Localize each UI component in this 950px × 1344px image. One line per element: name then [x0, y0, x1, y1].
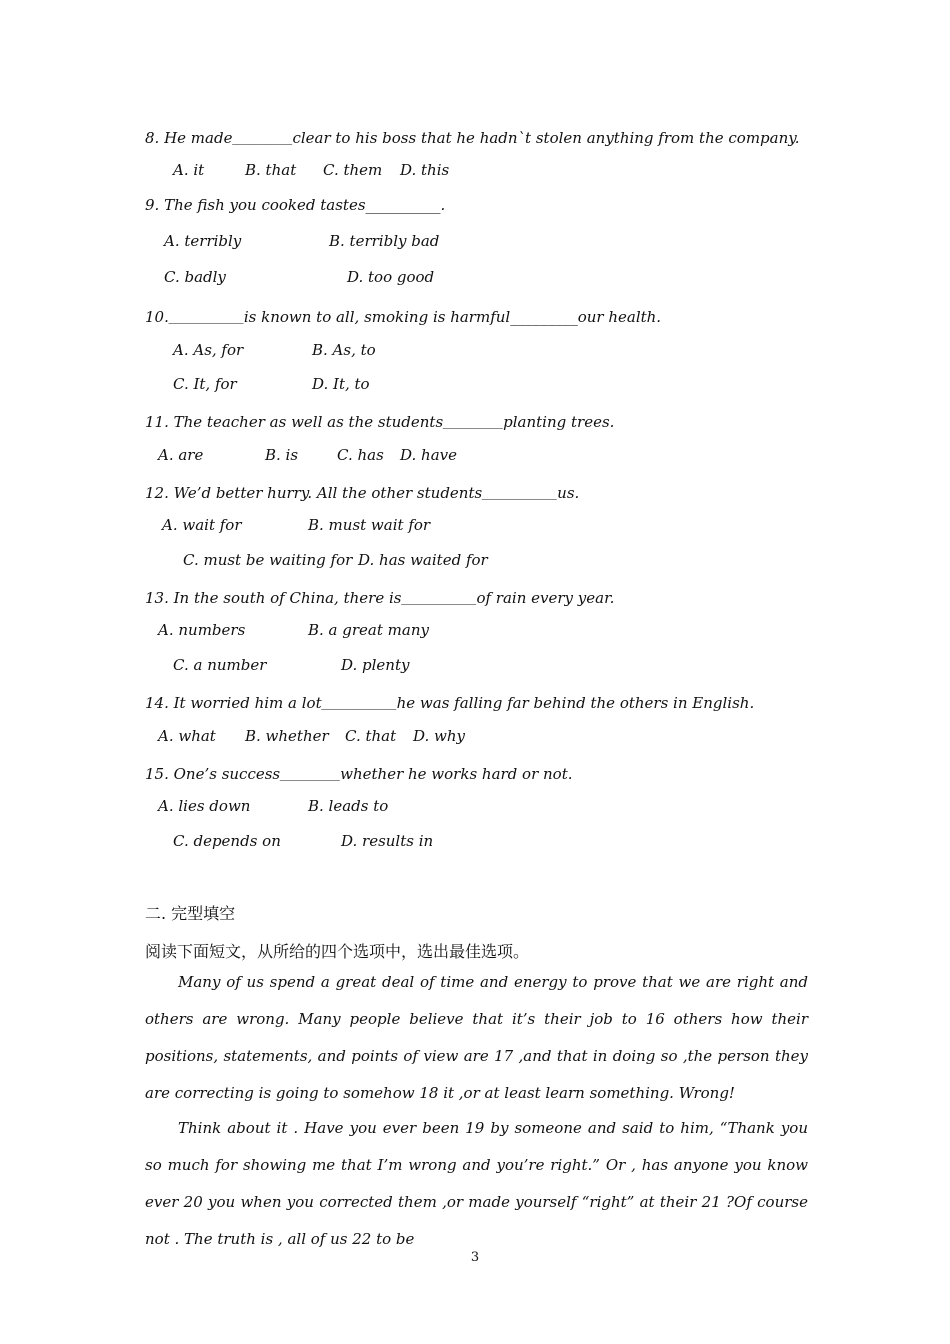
page-number: 3 — [470, 1250, 480, 1265]
question-13-option-a: A. numbers — [158, 621, 246, 639]
question-9-option-b: B. terribly bad — [329, 232, 440, 250]
question-13-option-c: C. a number — [173, 656, 267, 674]
passage-paragraph-2: Think about it . Have you ever been 19 by someone and said to him, “Thank you so much for showing me that I’m wrong and you’re right.” Or , has anyone you know ever 20 you when you corrected them ,or made yourself “right” at their 21 ?Of course not . The truth is , all of us 22 to be — [145, 1119, 808, 1248]
question-10-option-d: D. It, to — [312, 375, 370, 393]
question-14-option-b: B. whether — [245, 727, 329, 745]
question-12-option-d: D. has waited for — [358, 551, 488, 569]
question-12-option-a: A. wait for — [162, 516, 242, 534]
passage-paragraph-1: Many of us spend a great deal of time and energy to prove that we are right and others are wrong. Many people believe that it’s their job to 16 others how their positions, statements, and points of view are 17 ,and that in doing so ,the person they are correcting is going to somehow 18 it ,or at least learn something. Wrong! — [145, 973, 808, 1102]
question-13-stem: 13. In the south of China, there is＿＿＿＿＿of rain every year. — [145, 589, 615, 607]
question-11-stem: 11. The teacher as well as the students＿＿＿＿planting trees. — [145, 413, 615, 431]
question-11-option-a: A. are — [158, 446, 204, 464]
question-11-option-c: C. has — [337, 446, 384, 464]
question-11-option-b: B. is — [265, 446, 299, 464]
question-15-option-a: A. lies down — [158, 797, 251, 815]
question-12-option-c: C. must be waiting for — [183, 551, 353, 569]
question-12-option-b: B. must wait for — [308, 516, 431, 534]
question-8-stem: 8. He made＿＿＿＿clear to his boss that he hadn`t stolen anything from the company. — [145, 129, 800, 147]
question-15-option-b: B. leads to — [308, 797, 389, 815]
question-10-stem: 10.＿＿＿＿＿is known to all, smoking is harmful_________our health. — [145, 308, 662, 326]
question-8-option-b: B. that — [245, 161, 297, 179]
question-12-stem: 12. We’d better hurry. All the other students＿＿＿＿＿us. — [145, 484, 580, 502]
question-9-option-d: D. too good — [347, 268, 435, 286]
question-15-stem: 15. One’s success＿＿＿＿whether he works hard or not. — [145, 765, 573, 783]
question-9-stem: 9. The fish you cooked tastes__________. — [145, 196, 446, 214]
question-14-option-a: A. what — [158, 727, 216, 745]
question-11-option-d: D. have — [400, 446, 457, 464]
section-instruction: 阅读下面短文，从所给的四个选项中，选出最佳选项。 — [145, 942, 530, 961]
question-13-option-d: D. plenty — [341, 656, 410, 674]
question-15-option-d: D. results in — [341, 832, 434, 850]
question-14-option-d: D. why — [413, 727, 466, 745]
question-10-option-c: C. It, for — [173, 375, 237, 393]
question-10-option-b: B. As, to — [312, 341, 376, 359]
question-14-stem: 14. It worried him a lot＿＿＿＿＿he was falling far behind the others in English. — [145, 694, 755, 712]
question-9-option-c: C. badly — [164, 268, 226, 286]
question-8-option-a: A. it — [173, 161, 205, 179]
question-8-option-c: C. them — [323, 161, 383, 179]
question-9-option-a: A. terribly — [164, 232, 242, 250]
section-heading: 二. 完型填空 — [145, 904, 236, 923]
question-14-option-c: C. that — [345, 727, 397, 745]
question-15-option-c: C. depends on — [173, 832, 281, 850]
question-13-option-b: B. a great many — [308, 621, 429, 639]
question-10-option-a: A. As, for — [173, 341, 244, 359]
question-8-option-d: D. this — [400, 161, 450, 179]
